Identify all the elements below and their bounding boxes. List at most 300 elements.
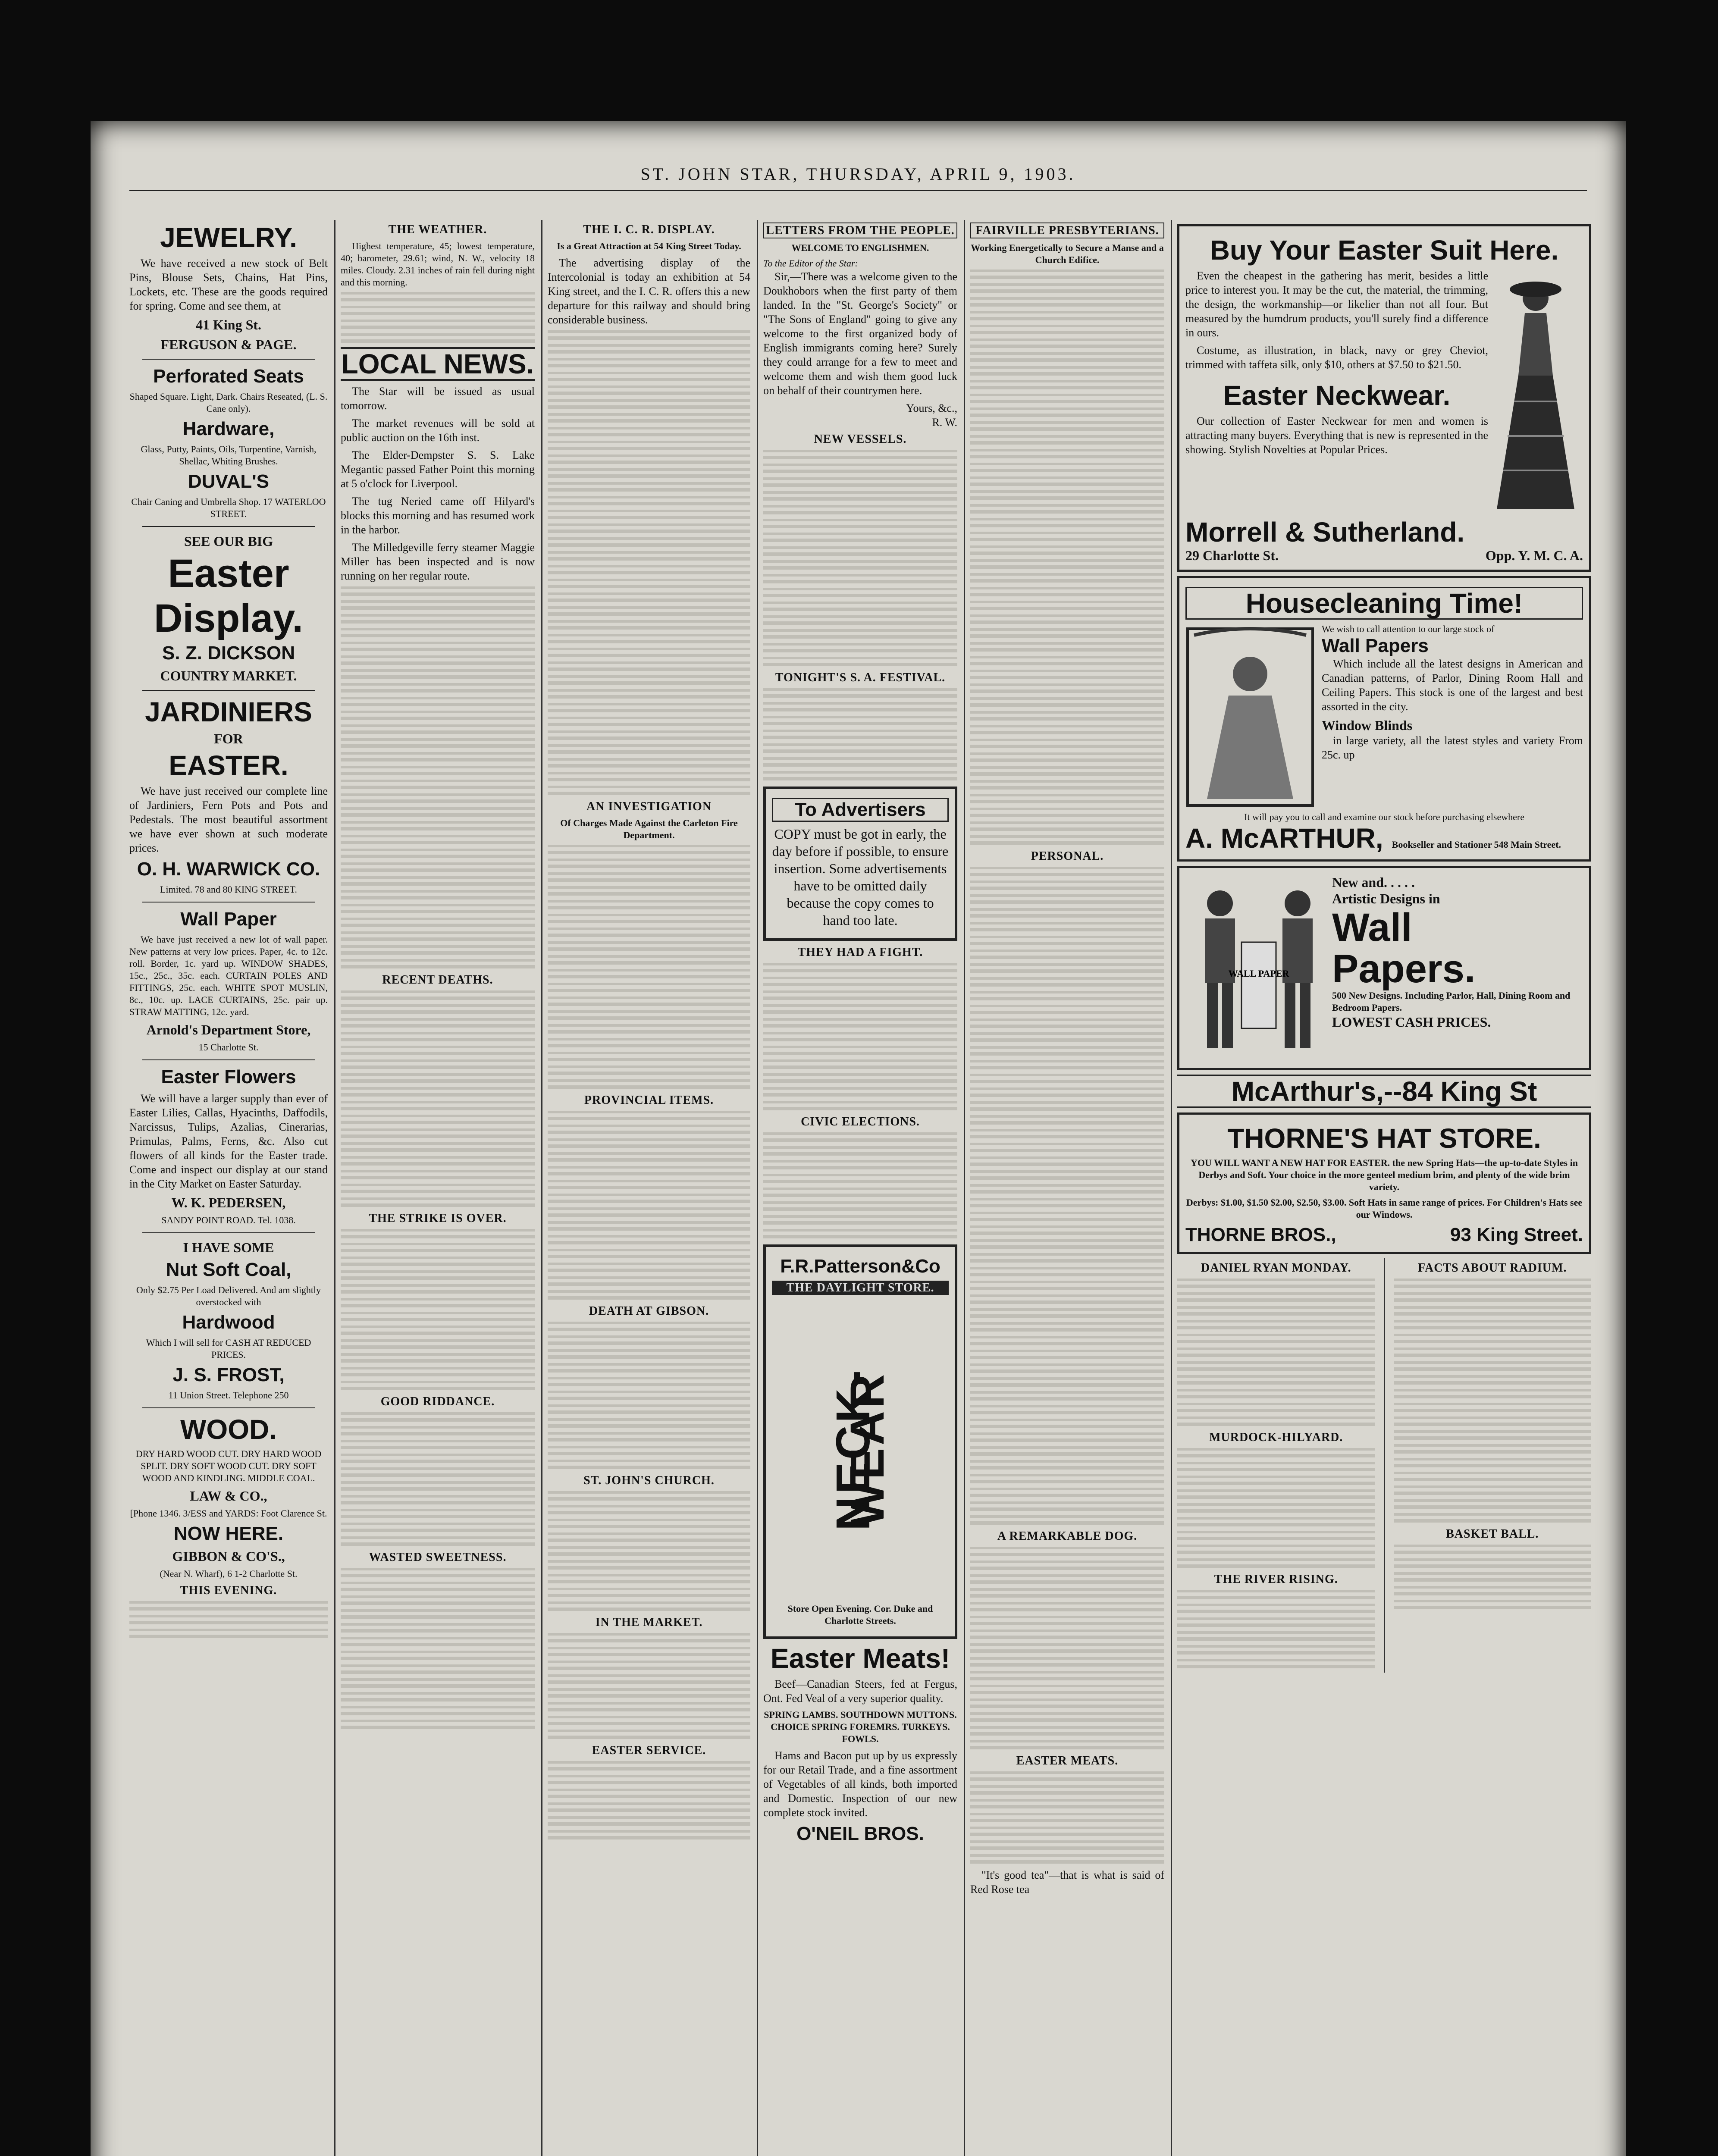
illegible-text-line bbox=[548, 1377, 750, 1388]
illegible-text-line bbox=[1177, 1403, 1375, 1414]
illegible-text-line bbox=[341, 1018, 535, 1029]
illegible-text-line bbox=[970, 1588, 1164, 1599]
local-item: The market revenues will be sold at public auction on the 16th inst. bbox=[341, 417, 535, 444]
arnold-name: Arnold's Department Store, bbox=[146, 1022, 311, 1037]
illegible-text-line bbox=[1394, 1499, 1592, 1510]
illegible-text-line bbox=[970, 366, 1164, 377]
illegible-text-line bbox=[1394, 1545, 1592, 1556]
illegible-text-line bbox=[763, 450, 957, 461]
illegible-text-line bbox=[1394, 1306, 1592, 1317]
illegible-text-line bbox=[548, 399, 750, 411]
illegible-text-line bbox=[1177, 1558, 1375, 1570]
illegible-text-line bbox=[970, 697, 1164, 708]
illegible-text-line bbox=[970, 908, 1164, 919]
illegible-text-line bbox=[341, 333, 535, 345]
suit-body-2: Costume, as illustration, in black, navy or grey Cheviot, trimmed with taffeta silk, only $10, others at $7.50 to $21.50. bbox=[1185, 344, 1488, 371]
illegible-text-line bbox=[548, 969, 750, 980]
illegible-text-line bbox=[1394, 1572, 1592, 1583]
illegible-text-line bbox=[763, 1215, 957, 1226]
illegible-text-line bbox=[763, 1229, 957, 1240]
perforated-body: Shaped Square. Light, Dark. Chairs Reseated, (L. S. Cane only). bbox=[129, 391, 328, 414]
illegible-text-line bbox=[763, 1087, 957, 1098]
easter-neckwear-title: Easter Neckwear. bbox=[1223, 380, 1451, 411]
illegible-text-line bbox=[548, 744, 750, 755]
illegible-text-line bbox=[763, 702, 957, 713]
weather-body: Highest temperature, 45; lowest temperature, 40; barometer, 29.61; wind, N. W., velocity 18 miles. Cloudy. 2.31 inches of rain fell during night and this morning. bbox=[341, 241, 535, 288]
illegible-text-line bbox=[548, 1446, 750, 1457]
advertisers-box bbox=[763, 787, 957, 941]
illegible-text-line bbox=[548, 454, 750, 466]
illegible-text-line bbox=[341, 1353, 535, 1364]
illegible-text-line bbox=[1394, 1458, 1592, 1469]
illegible-text-line bbox=[548, 1391, 750, 1402]
illegible-text-line bbox=[763, 1188, 957, 1199]
illegible-text-line bbox=[970, 559, 1164, 570]
illegible-text-line bbox=[548, 1816, 750, 1827]
illegible-text-line bbox=[970, 476, 1164, 488]
illegible-text-line bbox=[548, 1263, 750, 1274]
illegible-text-line bbox=[1394, 1485, 1592, 1497]
patterson-ad bbox=[763, 1244, 957, 1639]
illegible-text-line bbox=[341, 990, 535, 1002]
illegible-text-line bbox=[548, 1335, 750, 1347]
illegible-text-line bbox=[763, 963, 957, 974]
illegible-text-line bbox=[341, 1128, 535, 1140]
illegible-text-line bbox=[341, 1004, 535, 1015]
thorne-bros: THORNE BROS., bbox=[1185, 1224, 1336, 1245]
strike-over: THE STRIKE IS OVER. bbox=[369, 1212, 507, 1225]
illegible-text-line bbox=[970, 1799, 1164, 1810]
wall-paper-body: We have just received a new lot of wall paper. New patterns at very low prices. Paper, 4c. to 12c. roll. Border, 1c. yard up. WINDOW SHADES, 15c., 25c., 35c. each. CURTAIN POLES AND FITTINGS, 25c. each. WHITE SPOT MUSLIN, 8c., 10c. up. LACE CURTAINS, 25c. pair up. STRAW MATTING, 12c. yard. bbox=[129, 934, 328, 1017]
illegible-text-line bbox=[970, 1322, 1164, 1333]
illegible-text-line bbox=[548, 1276, 750, 1288]
illegible-text-line bbox=[970, 1405, 1164, 1416]
illegible-text-line bbox=[341, 1536, 535, 1548]
morrell-address: 29 Charlotte St. bbox=[1185, 548, 1279, 563]
good-riddance: GOOD RIDDANCE. bbox=[380, 1395, 495, 1408]
illegible-text-line bbox=[763, 990, 957, 1002]
illegible-text-line bbox=[763, 560, 957, 571]
meats-body: Beef—Canadian Steers, fed at Fergus, Ont. Fed Veal of a very superior quality. bbox=[763, 1678, 957, 1705]
festival-title: TONIGHT'S S. A. FESTIVAL. bbox=[775, 671, 946, 684]
illegible-text-line bbox=[341, 1032, 535, 1043]
illegible-text-line bbox=[548, 1322, 750, 1333]
illegible-text-line bbox=[970, 1574, 1164, 1586]
illegible-text-line bbox=[1177, 1590, 1375, 1601]
column-6 bbox=[1177, 220, 1591, 2156]
illegible-text-line bbox=[548, 1546, 750, 1557]
illegible-text-line bbox=[341, 1257, 535, 1268]
column-divider bbox=[334, 220, 335, 2156]
illegible-text-line bbox=[763, 1174, 957, 1185]
flowers-body: We will have a larger supply than ever of Easter Lilies, Callas, Hyacinths, Daffodils, Narcissus, Tulips, Azalias, Cinerarias, Primulas, Palms, Ferns, &c. Also cut flowers of all kinds for the Easter trade. Come and inspect our display at our stand in the City Market on Easter Saturday. bbox=[129, 1092, 328, 1190]
mcarthur-wallpaper-ad bbox=[1177, 866, 1591, 1070]
illegible-text-line bbox=[970, 545, 1164, 557]
illegible-text-line bbox=[548, 859, 750, 870]
column-divider bbox=[541, 220, 542, 2156]
nut-soft-coal: Nut Soft Coal, bbox=[166, 1259, 292, 1280]
illegible-text-line bbox=[548, 1460, 750, 1471]
gibbon-name: GIBBON & CO'S., bbox=[172, 1548, 285, 1564]
illegible-text-line bbox=[763, 1059, 957, 1071]
illegible-text-line bbox=[548, 758, 750, 769]
hc-intro: We wish to call attention to our large stock of bbox=[1322, 624, 1495, 634]
provincial-items: PROVINCIAL ITEMS. bbox=[584, 1094, 714, 1107]
illegible-text-line bbox=[548, 551, 750, 562]
illegible-text-line bbox=[970, 325, 1164, 336]
illegible-text-line bbox=[341, 1298, 535, 1309]
section-divider bbox=[142, 1059, 315, 1060]
illegible-text-line bbox=[548, 1661, 750, 1672]
illegible-text-line bbox=[548, 1775, 750, 1786]
jardiniers-easter: EASTER. bbox=[169, 750, 288, 781]
illegible-text-line bbox=[970, 1827, 1164, 1838]
illegible-text-line bbox=[548, 413, 750, 424]
illegible-text-line bbox=[1394, 1389, 1592, 1400]
letters-title: LETTERS FROM THE PEOPLE. bbox=[763, 222, 957, 238]
illegible-text-line bbox=[970, 1115, 1164, 1126]
illegible-text-line bbox=[548, 914, 750, 925]
local-item: The tug Neried came off Hilyard's blocks this morning and has resumed work in the harbor. bbox=[341, 495, 535, 536]
illegible-text-line bbox=[341, 1582, 535, 1593]
illegible-text-line bbox=[763, 1146, 957, 1157]
wall-heading: Wall bbox=[1332, 906, 1412, 950]
illegible-text-line bbox=[970, 407, 1164, 419]
jewelry-body: We have received a new stock of Belt Pins, Blouse Sets, Chains, Hat Pins, Lockets, etc. These are the goods required for spring. Come and see them, at bbox=[129, 257, 328, 312]
thorne-hat-store: THORNE'S HAT STORE. bbox=[1227, 1123, 1541, 1154]
illegible-text-line bbox=[970, 628, 1164, 639]
illegible-text-line bbox=[970, 1377, 1164, 1388]
illegible-text-line bbox=[763, 743, 957, 755]
illegible-text-line bbox=[341, 320, 535, 331]
illegible-text-line bbox=[548, 900, 750, 911]
illegible-text-line bbox=[970, 1501, 1164, 1513]
illegible-text-line bbox=[970, 1170, 1164, 1181]
illegible-text-line bbox=[548, 358, 750, 369]
illegible-text-line bbox=[548, 1166, 750, 1177]
illegible-text-line bbox=[970, 991, 1164, 1002]
illegible-text-line bbox=[548, 703, 750, 714]
illegible-text-line bbox=[970, 1671, 1164, 1682]
illegible-text-line bbox=[548, 330, 750, 342]
illegible-text-line bbox=[970, 1698, 1164, 1710]
illegible-text-line bbox=[548, 1830, 750, 1841]
hardware-title: Hardware, bbox=[182, 418, 275, 439]
column-4 bbox=[763, 220, 957, 2156]
illegible-text-line bbox=[1394, 1334, 1592, 1345]
illegible-text-line bbox=[548, 1152, 750, 1163]
illegible-text-line bbox=[970, 1616, 1164, 1627]
illegible-text-line bbox=[763, 464, 957, 475]
now-here: NOW HERE. bbox=[173, 1523, 284, 1544]
illegible-text-line bbox=[1394, 1444, 1592, 1455]
illegible-text-line bbox=[970, 1474, 1164, 1485]
illegible-text-line bbox=[341, 918, 535, 929]
illegible-text-line bbox=[548, 1010, 750, 1022]
illegible-text-line bbox=[341, 793, 535, 805]
meats-list: SPRING LAMBS. SOUTHDOWN MUTTONS. CHOICE SPRING FOREMRS. TURKEYS. FOWLS. bbox=[764, 1709, 957, 1744]
illegible-text-line bbox=[970, 297, 1164, 308]
illegible-text-line bbox=[1177, 1448, 1375, 1459]
illegible-text-line bbox=[548, 1789, 750, 1800]
illegible-text-line bbox=[1177, 1416, 1375, 1428]
illegible-text-line bbox=[341, 1197, 535, 1209]
illegible-text-line bbox=[763, 757, 957, 768]
patterson-name: F.R.Patterson&Co bbox=[780, 1256, 941, 1277]
illegible-text-line bbox=[763, 657, 957, 668]
illegible-text-line bbox=[1394, 1586, 1592, 1597]
lady-costume-illustration bbox=[1488, 272, 1583, 514]
illegible-text-line bbox=[763, 643, 957, 654]
fairville-title: FAIRVILLE PRESBYTERIANS. bbox=[970, 222, 1164, 238]
this-evening: THIS EVENING. bbox=[180, 1584, 277, 1597]
patterson-foot: Store Open Evening. Cor. Duke and Charlotte Streets. bbox=[787, 1603, 933, 1626]
illegible-text-line bbox=[341, 614, 535, 625]
illegible-text-line bbox=[1177, 1659, 1375, 1670]
coal-body: Only $2.75 Per Load Delivered. And am slightly overstocked with bbox=[136, 1285, 321, 1307]
perforated-title: Perforated Seats bbox=[153, 366, 304, 387]
illegible-text-line bbox=[548, 1052, 750, 1063]
easter-suit-title: Buy Your Easter Suit Here. bbox=[1210, 235, 1559, 266]
illegible-text-line bbox=[548, 1761, 750, 1772]
illegible-text-line bbox=[970, 642, 1164, 653]
illegible-text-line bbox=[548, 1505, 750, 1516]
illegible-text-line bbox=[970, 601, 1164, 612]
warwick-sub: Limited. 78 and 80 KING STREET. bbox=[160, 884, 297, 895]
illegible-text-line bbox=[970, 1281, 1164, 1292]
illegible-text-line bbox=[341, 752, 535, 763]
illegible-text-line bbox=[970, 504, 1164, 515]
illegible-text-line bbox=[763, 491, 957, 502]
illegible-text-line bbox=[1394, 1279, 1592, 1290]
illegible-text-line bbox=[1177, 1320, 1375, 1331]
illegible-text-line bbox=[548, 717, 750, 728]
jewelry-title: JEWELRY. bbox=[160, 222, 297, 253]
pedersen-sub: SANDY POINT ROAD. Tel. 1038. bbox=[161, 1215, 296, 1225]
illegible-text-line bbox=[970, 1657, 1164, 1668]
illegible-text-line bbox=[970, 1267, 1164, 1278]
illegible-text-line bbox=[341, 600, 535, 611]
illegible-text-line bbox=[548, 661, 750, 673]
illegible-text-line bbox=[970, 670, 1164, 681]
illegible-text-line bbox=[763, 1046, 957, 1057]
illegible-text-line bbox=[548, 648, 750, 659]
illegible-text-line bbox=[1177, 1645, 1375, 1656]
illegible-text-line bbox=[1177, 1517, 1375, 1528]
oneil-bros: O'NEIL BROS. bbox=[796, 1823, 924, 1844]
illegible-text-line bbox=[341, 1440, 535, 1451]
illegible-text-line bbox=[970, 1294, 1164, 1306]
illegible-text-line bbox=[341, 1664, 535, 1676]
illegible-text-line bbox=[970, 587, 1164, 598]
illegible-text-line bbox=[341, 1170, 535, 1181]
advertisers-body: COPY must be got in early, the day before if possible, to ensure insertion. Some advertisements have to be omitted daily because the copy comes to hand too late. bbox=[772, 826, 949, 928]
column-divider bbox=[1171, 220, 1172, 2156]
illegible-text-line bbox=[341, 586, 535, 598]
illegible-text-line bbox=[970, 283, 1164, 295]
fight-title: THEY HAD A FIGHT. bbox=[797, 946, 923, 959]
illegible-text-line bbox=[763, 588, 957, 599]
illegible-text-line bbox=[1394, 1513, 1592, 1524]
illegible-text-line bbox=[341, 1454, 535, 1465]
illegible-text-line bbox=[970, 1602, 1164, 1613]
illegible-text-line bbox=[341, 849, 535, 860]
illegible-text-line bbox=[548, 1065, 750, 1077]
to-advertisers-title: To Advertisers bbox=[772, 798, 949, 822]
housecleaning-title: Housecleaning Time! bbox=[1185, 587, 1583, 620]
illegible-text-line bbox=[548, 730, 750, 742]
daylight-store: THE DAYLIGHT STORE. bbox=[772, 1281, 949, 1295]
local-item: The Star will be issued as usual tomorrow. bbox=[341, 385, 535, 412]
easter-meats-story: EASTER MEATS. bbox=[1016, 1754, 1119, 1767]
illegible-text-line bbox=[548, 941, 750, 953]
illegible-text-line bbox=[970, 1087, 1164, 1099]
housecleaning-ad bbox=[1177, 576, 1591, 862]
illegible-text-line bbox=[341, 1495, 535, 1506]
illegible-text-line bbox=[341, 642, 535, 653]
illegible-text-line bbox=[970, 739, 1164, 750]
wood-title: WOOD. bbox=[180, 1414, 277, 1445]
illegible-text-line bbox=[970, 1129, 1164, 1140]
illegible-text-line bbox=[548, 1180, 750, 1191]
masthead: ST. JOHN STAR, THURSDAY, APRIL 9, 1903. bbox=[640, 164, 1076, 184]
hc-wall-papers: Wall Papers bbox=[1322, 635, 1429, 656]
icr-sub: Is a Great Attraction at 54 King Street Today. bbox=[557, 241, 741, 251]
illegible-text-line bbox=[341, 835, 535, 846]
illegible-text-line bbox=[1177, 1617, 1375, 1629]
illegible-text-line bbox=[1177, 1389, 1375, 1400]
illegible-text-line bbox=[1394, 1600, 1592, 1611]
weather-title: THE WEATHER. bbox=[388, 223, 487, 236]
lowest-prices: LOWEST CASH PRICES. bbox=[1332, 1014, 1491, 1030]
illegible-text-line bbox=[548, 689, 750, 700]
wall-paper-scroll: WALL PAPER bbox=[1228, 968, 1289, 979]
illegible-text-line bbox=[970, 1460, 1164, 1471]
display-heading: Display. bbox=[154, 596, 303, 640]
wall-paper-title: Wall Paper bbox=[180, 909, 277, 930]
illegible-text-line bbox=[548, 441, 750, 452]
illegible-text-line bbox=[548, 772, 750, 783]
illegible-text-line bbox=[970, 1771, 1164, 1783]
illegible-text-line bbox=[970, 821, 1164, 833]
new-vessels: NEW VESSELS. bbox=[814, 432, 907, 446]
illegible-text-line bbox=[341, 1073, 535, 1084]
illegible-text-line bbox=[341, 931, 535, 943]
illegible-text-line bbox=[970, 894, 1164, 906]
illegible-text-line bbox=[548, 1111, 750, 1122]
illegible-text-line bbox=[548, 1519, 750, 1530]
illegible-text-line bbox=[970, 1446, 1164, 1457]
illegible-text-line bbox=[970, 270, 1164, 281]
illegible-text-line bbox=[970, 1156, 1164, 1168]
illegible-text-line bbox=[1394, 1292, 1592, 1304]
red-rose-tea: "It's good tea"—that is what is said of Red Rose tea bbox=[970, 1869, 1164, 1896]
illegible-text-line bbox=[1177, 1476, 1375, 1487]
suit-body: Even the cheapest in the gathering has merit, besides a little price to interest you. It may be the cut, the material, the trimming, the design, the workmanship—or likelier than not all four. But measured by the humdrum products, you'll surely find a difference in ours. bbox=[1185, 270, 1488, 339]
illegible-text-line bbox=[548, 886, 750, 897]
illegible-text-line bbox=[1177, 1292, 1375, 1304]
illegible-text-line bbox=[341, 1367, 535, 1378]
illegible-text-line bbox=[970, 1785, 1164, 1796]
illegible-text-line bbox=[341, 1229, 535, 1240]
illegible-text-line bbox=[970, 311, 1164, 322]
illegible-text-line bbox=[970, 1018, 1164, 1030]
morrell-opposite: Opp. Y. M. C. A. bbox=[1485, 548, 1583, 563]
illegible-text-line bbox=[548, 1235, 750, 1246]
illegible-text-line bbox=[548, 1249, 750, 1260]
illegible-text-line bbox=[763, 574, 957, 585]
illegible-text-line bbox=[970, 380, 1164, 391]
illegible-text-line bbox=[341, 1568, 535, 1579]
thorne-ad bbox=[1177, 1112, 1591, 1254]
jardiniers-for: FOR bbox=[214, 731, 243, 746]
dickson-sub: COUNTRY MARKET. bbox=[160, 668, 297, 683]
illegible-text-line bbox=[341, 628, 535, 639]
illegible-text-line bbox=[1394, 1375, 1592, 1386]
illegible-text-line bbox=[548, 786, 750, 797]
civic-elections: CIVIC ELECTIONS. bbox=[801, 1115, 920, 1128]
easter-flowers-title: Easter Flowers bbox=[161, 1066, 296, 1087]
illegible-text-line bbox=[763, 977, 957, 988]
illegible-text-line bbox=[341, 1651, 535, 1662]
illegible-text-line bbox=[341, 1156, 535, 1167]
illegible-text-line bbox=[1177, 1306, 1375, 1317]
jardiniers-title: JARDINIERS bbox=[145, 696, 312, 727]
heralds-illustration bbox=[1185, 877, 1332, 1059]
illegible-text-line bbox=[970, 1643, 1164, 1655]
illegible-text-line bbox=[548, 1730, 750, 1741]
illegible-text-line bbox=[341, 697, 535, 708]
illegible-text-line bbox=[763, 1201, 957, 1213]
illegible-text-line bbox=[548, 620, 750, 631]
neckwear-body: Our collection of Easter Neckwear for men and women is attracting many buyers. Everything that is new is represented in the showing. Stylish Novelties at Popular Prices. bbox=[1185, 415, 1488, 456]
illegible-text-line bbox=[548, 675, 750, 686]
illegible-text-line bbox=[548, 510, 750, 521]
illegible-text-line bbox=[763, 533, 957, 544]
welcome-to: To the Editor of the Star: bbox=[763, 258, 858, 269]
illegible-text-line bbox=[763, 771, 957, 782]
illegible-text-line bbox=[341, 1381, 535, 1392]
illegible-text-line bbox=[548, 1432, 750, 1443]
illegible-text-line bbox=[548, 1194, 750, 1205]
illegible-text-line bbox=[970, 1184, 1164, 1195]
illegible-text-line bbox=[970, 963, 1164, 975]
section-divider bbox=[142, 902, 315, 903]
illegible-text-line bbox=[341, 1184, 535, 1195]
thorne-address: 93 King Street. bbox=[1450, 1224, 1583, 1245]
illegible-text-line bbox=[129, 1629, 328, 1640]
illegible-text-line bbox=[970, 1547, 1164, 1558]
illegible-text-line bbox=[548, 1221, 750, 1232]
illegible-text-line bbox=[1177, 1503, 1375, 1514]
illegible-text-line bbox=[970, 1060, 1164, 1071]
remarkable-dog: A REMARKABLE DOG. bbox=[997, 1529, 1138, 1543]
illegible-text-line bbox=[548, 1560, 750, 1571]
recent-deaths: RECENT DEATHS. bbox=[382, 973, 493, 987]
easter-service: EASTER SERVICE. bbox=[592, 1744, 706, 1757]
illegible-text-line bbox=[1177, 1531, 1375, 1542]
morrell-name: Morrell & Sutherland. bbox=[1185, 517, 1465, 548]
welcome-title: WELCOME TO ENGLISHMEN. bbox=[791, 242, 929, 253]
illegible-text-line bbox=[341, 1312, 535, 1323]
illegible-text-line bbox=[763, 602, 957, 613]
illegible-text-line bbox=[970, 1488, 1164, 1499]
illegible-text-line bbox=[548, 1601, 750, 1613]
illegible-text-line bbox=[763, 688, 957, 699]
illegible-text-line bbox=[970, 490, 1164, 501]
illegible-text-line bbox=[341, 1523, 535, 1534]
illegible-text-line bbox=[970, 950, 1164, 961]
